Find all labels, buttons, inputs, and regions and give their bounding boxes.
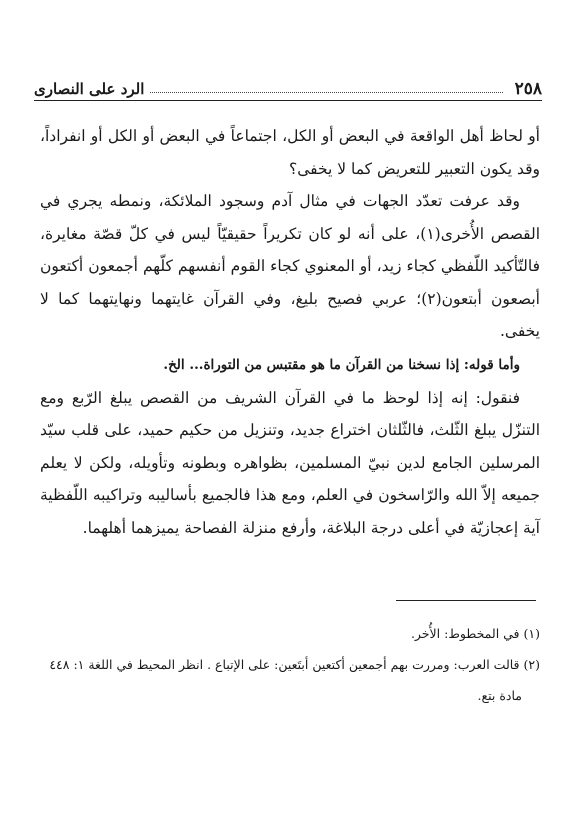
paragraph-2: وقد عرفت تعدّد الجهات في مثال آدم وسجود الملائكة، ونمطه يجري في القصص الأُخرى(١)، على أنه لو كان تكريراً حقيقيّاً ليس في كلّ قصّة مغايرة، فالتّأكيد اللّفظي كجاء زيد، أو المعنوي كجاء القوم أنفسهم كلّهم أجمعون أكتعون أبصعون أبتعون(٢)؛ عربي فصيح بليغ، وفي القرآن غايتهما ونهايتهما كما لا يخفى.	[40, 192, 541, 340]
header-dotted-leader	[150, 79, 502, 93]
quoted-statement	[40, 348, 540, 382]
paragraph-1: أو لحاظ أهل الواقعة في البعض أو الكل، اجتماعاً في البعض أو الكل أو انفراداً، وقد يكون التعبير للتعريض كما لا يخفى؟	[40, 127, 540, 178]
footnotes	[34, 618, 540, 711]
quote-text: إذا نسخنا من القرآن ما هو مقتبس من التوراة... الخ.	[163, 356, 460, 373]
paragraph-3: فنقول: إنه إذا لوحظ ما في القرآن الشريف من القصص يبلغ الرّبع ومع التنزّل يبلغ الثّلث، فالثّلثان اختراع جديد، وتنزيل من حكيم حميد، على قلب سيّد المرسلين الجامع لدين نبيّ المسلمين، بظواهره وبطونه وتأويله، ولكن لا يعلم جميعه إلاّ الله والرّاسخون في العلم، ومع هذا فالجميع بأساليبه وتراكيبه اللّفظية آية إعجازيّة في أعلى درجة البلاغة، وأرفع منزلة الفصاحة يميزهما أهلهما.	[40, 388, 540, 537]
page-number: ٢٥٨	[514, 79, 542, 99]
page-header	[34, 74, 542, 101]
footnote-2: (٢) قالت العرب: ومررت بهم أجمعين أكتعين أبتَعين: على الإتباع . انظر المحيط في اللغة ١: ٤٤٨	[49, 657, 540, 672]
footnote-1: (١) في المخطوط: الأُخر.	[410, 626, 540, 641]
footnote-separator	[396, 600, 536, 601]
quote-lead: وأما قوله:	[463, 356, 520, 373]
main-text	[40, 120, 540, 544]
running-title: الرد على النصارى	[34, 80, 145, 98]
footnote-2-continuation: مادة بتع.	[477, 688, 522, 703]
